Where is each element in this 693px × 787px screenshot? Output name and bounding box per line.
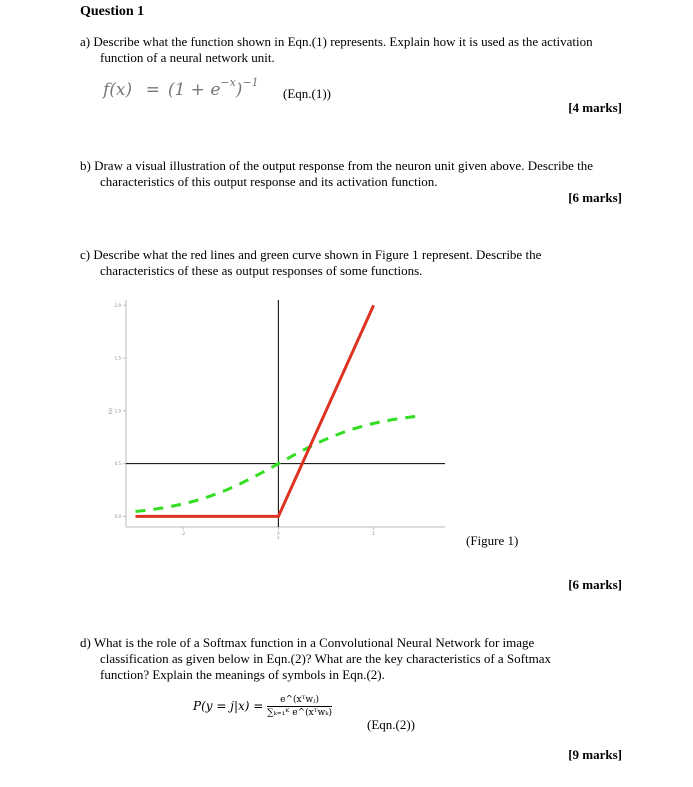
part-c-line1: Describe what the red lines and green curve shown in Figure 1 represent. Describe the bbox=[93, 247, 542, 262]
part-d-text bbox=[80, 635, 640, 683]
part-b-line2: characteristics of this output response and its activation function. bbox=[100, 174, 438, 189]
eq2-lhs: P(y = j|x) = bbox=[193, 699, 264, 713]
part-d-line3: function? Explain the meanings of symbols in Eqn.(2). bbox=[100, 667, 385, 682]
eq2-numerator: e^(xᵀwⱼ) bbox=[267, 695, 332, 707]
x-tick-label-2: 2 bbox=[372, 531, 375, 536]
part-d-marks: [9 marks] bbox=[568, 747, 622, 762]
eqn2-label: (Eqn.(2)) bbox=[367, 717, 416, 732]
eq1-exponent: −x bbox=[220, 76, 236, 89]
eq1-close: ) bbox=[235, 80, 243, 100]
part-a-marks: [4 marks] bbox=[568, 100, 622, 115]
part-c-line2: characteristics of these as output responses of some functions. bbox=[100, 263, 423, 278]
eq1-equals: = bbox=[145, 80, 160, 100]
equation-1 bbox=[103, 76, 259, 100]
y-tick-label-0: 0.0 bbox=[114, 513, 121, 519]
part-d-line1: What is the role of a Softmax function in a Convolutional Neural Network for image bbox=[93, 635, 535, 650]
eq1-base: (1 + e bbox=[167, 80, 221, 100]
part-c-marks: [6 marks] bbox=[568, 577, 622, 592]
y-tick-label-3: 1.5 bbox=[114, 355, 121, 361]
x-tick-label-0: -2 bbox=[181, 531, 186, 536]
eq1-power: −1 bbox=[242, 76, 259, 89]
figure-1-chart bbox=[100, 295, 450, 540]
eq2-fraction bbox=[267, 695, 332, 718]
y-axis-label: f(z) bbox=[108, 407, 113, 415]
part-a-text bbox=[80, 34, 640, 66]
part-b-line1: Draw a visual illustration of the output response from the neuron unit given above. Describe the bbox=[94, 158, 594, 173]
eqn1-label: (Eqn.(1)) bbox=[283, 86, 332, 101]
equation-2 bbox=[193, 695, 332, 718]
y-tick-label-1: 0.5 bbox=[114, 461, 121, 467]
part-d-label: d) bbox=[80, 635, 91, 650]
x-axis-label: z bbox=[277, 535, 280, 540]
part-b-text bbox=[80, 158, 640, 190]
red-relu-lines bbox=[136, 305, 374, 516]
question-title: Question 1 bbox=[80, 4, 145, 19]
figure-1-caption: (Figure 1) bbox=[466, 533, 519, 548]
part-a-label: a) bbox=[80, 34, 91, 49]
part-c-text bbox=[80, 247, 640, 279]
part-b-marks: [6 marks] bbox=[568, 190, 622, 205]
eq1-lhs: f(x) bbox=[103, 80, 133, 100]
y-tick-label-4: 2.0 bbox=[114, 302, 121, 308]
part-a-line2: function of a neural network unit. bbox=[100, 50, 275, 65]
part-b-label: b) bbox=[80, 158, 91, 173]
x-tick-label-1: 0 bbox=[277, 531, 280, 536]
part-c-label: c) bbox=[80, 247, 91, 262]
part-a-line1: Describe what the function shown in Eqn.(1) represents. Explain how it is used as the activation bbox=[93, 34, 593, 49]
part-d-line2: classification as given below in Eqn.(2)? What are the key characteristics of a Softmax bbox=[100, 651, 551, 666]
eq2-denominator: ∑ₖ₌₁ᴷ e^(xᵀwₖ) bbox=[267, 708, 333, 718]
y-tick-label-2: 1.0 bbox=[114, 408, 121, 414]
